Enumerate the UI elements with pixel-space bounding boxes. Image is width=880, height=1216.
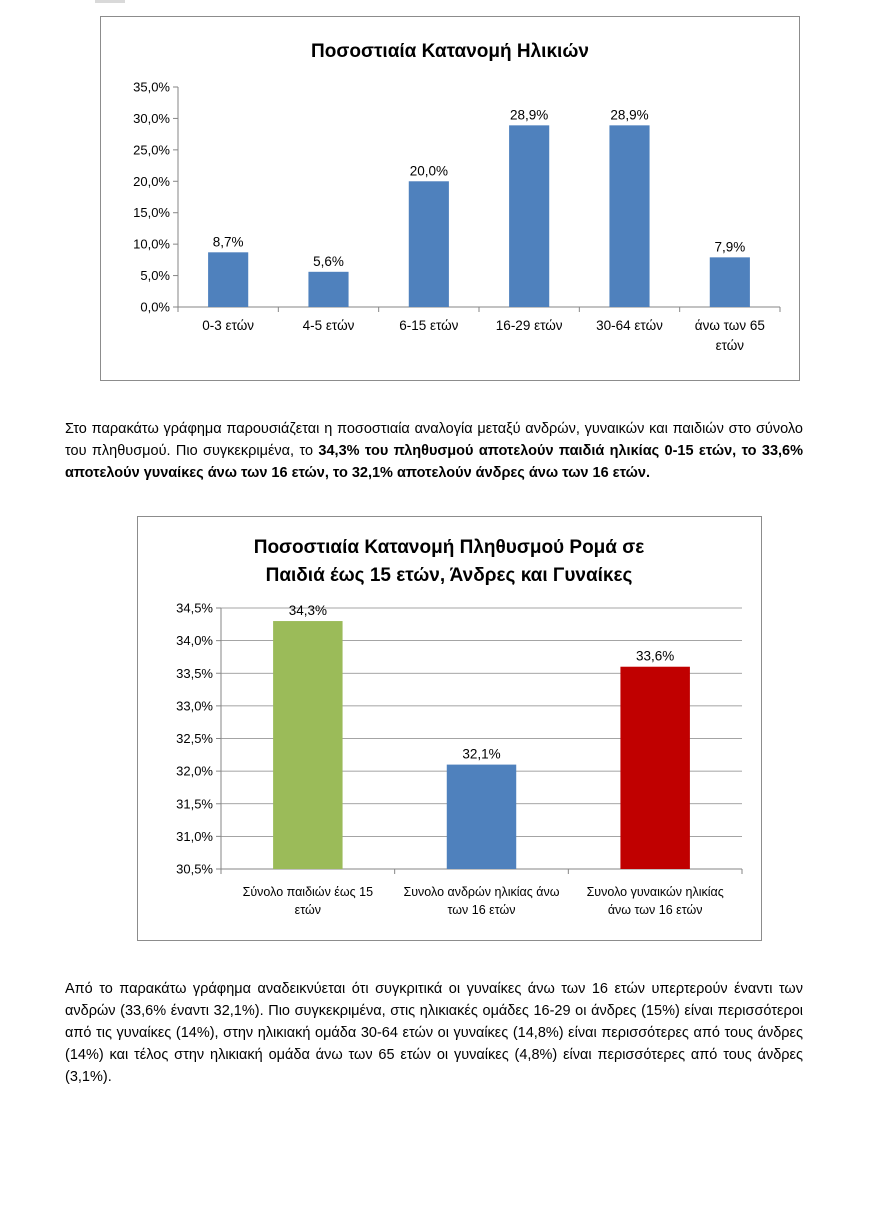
bar bbox=[620, 667, 689, 869]
x-category-label: 16-29 ετών bbox=[495, 318, 563, 333]
chart-title-line: Ποσοστιαία Κατανομή Πληθυσμού Ρομά σε bbox=[253, 537, 645, 558]
x-category-label: 30-64 ετών bbox=[596, 318, 663, 333]
bar-value-label: 20,0% bbox=[409, 163, 448, 179]
y-tick-label: 0,0% bbox=[140, 299, 170, 315]
bar-value-label: 33,6% bbox=[636, 648, 675, 664]
x-category-label: ετών bbox=[294, 903, 322, 917]
bar-value-label: 28,9% bbox=[510, 107, 549, 123]
y-tick-label: 30,0% bbox=[133, 110, 170, 126]
gender-comparison-paragraph: Από το παρακάτω γράφημα αναδεικνύεται ότι συγκριτικά οι γυναίκες άνω των 16 ετών υπερτερούν έναντι των ανδρών (33,6% έναντι 32,1%). Πιο συγκεκριμένα, στις ηλικιακές ομάδες 16-29 οι άνδρες (15%) είναι περισσότεροι από τις γυναίκες (14%), στην ηλικιακή ομάδα 30-64 ετών οι γυναίκες (14,8%) είναι περισσότερες από τους άνδρες (14%) και τέλος στην ηλικιακή ομάδα άνω των 65 ετών οι γυναίκες (4,8%) είναι περισσότερες από τους άνδρες (3,1%). bbox=[65, 980, 803, 1085]
bar bbox=[609, 125, 649, 307]
y-tick-label: 33,5% bbox=[176, 665, 213, 681]
x-category-label: Συνολο γυναικών ηλικίας bbox=[586, 885, 724, 899]
age-distribution-chart bbox=[100, 16, 800, 381]
x-category-label: 4-5 ετών bbox=[302, 318, 355, 333]
x-category-label: 6-15 ετών bbox=[399, 318, 459, 333]
bar bbox=[208, 252, 248, 307]
y-tick-label: 5,0% bbox=[140, 268, 170, 284]
y-tick-label: 31,5% bbox=[176, 796, 213, 812]
bar-value-label: 5,6% bbox=[313, 253, 344, 269]
y-tick-label: 25,0% bbox=[133, 142, 170, 158]
page-edge-mark bbox=[95, 0, 125, 3]
age-distribution-chart-svg bbox=[101, 17, 799, 380]
y-tick-label: 34,0% bbox=[176, 633, 213, 649]
x-category-label: άνω των 65 bbox=[694, 318, 765, 333]
y-tick-label: 30,5% bbox=[176, 861, 213, 877]
bar-value-label: 34,3% bbox=[288, 603, 327, 619]
y-tick-label: 33,0% bbox=[176, 698, 213, 714]
population-groups-chart-svg bbox=[138, 517, 761, 940]
chart-title: Ποσοστιαία Κατανομή Ηλικιών bbox=[311, 41, 589, 62]
population-ratio-paragraph bbox=[65, 418, 803, 484]
y-tick-label: 20,0% bbox=[133, 173, 170, 189]
bar bbox=[447, 765, 516, 869]
x-category-label: Συνολο ανδρών ηλικίας άνω bbox=[403, 885, 560, 899]
x-category-label: των 16 ετών bbox=[447, 903, 516, 917]
population-groups-chart bbox=[137, 516, 762, 941]
y-tick-label: 15,0% bbox=[133, 205, 170, 221]
y-tick-label: 32,0% bbox=[176, 763, 213, 779]
chart-title-line: Παιδιά έως 15 ετών, Άνδρες και Γυναίκες bbox=[265, 565, 633, 586]
x-category-label: 0-3 ετών bbox=[202, 318, 255, 333]
y-tick-label: 32,5% bbox=[176, 731, 213, 746]
bar bbox=[409, 181, 449, 307]
bar-value-label: 8,7% bbox=[212, 234, 244, 250]
y-tick-label: 31,0% bbox=[176, 828, 213, 844]
bar bbox=[710, 257, 750, 307]
bar bbox=[308, 272, 348, 307]
x-category-label: Σύνολο παιδιών έως 15 bbox=[242, 885, 374, 899]
paragraph-bold-text: 34,3% του πληθυσμού αποτελούν παιδιά ηλικίας 0-15 ετών, το 33,6% αποτελούν γυναίκες άνω των 16 ετών, το 32,1% αποτελούν άνδρες άνω των 16 ετών. bbox=[65, 442, 803, 481]
bar bbox=[273, 621, 342, 869]
bar-value-label: 28,9% bbox=[610, 107, 649, 123]
bar-value-label: 32,1% bbox=[462, 746, 501, 762]
x-category-label: άνω των 16 ετών bbox=[607, 903, 703, 917]
paragraph-intro-text: Στο παρακάτω γράφημα παρουσιάζεται η ποσοστιαία αναλογία μεταξύ ανδρών, γυναικών και παιδιών στο σύνολο του πληθυσμού. Πιο συγκεκριμένα, το bbox=[65, 420, 803, 459]
y-tick-label: 35,0% bbox=[133, 79, 170, 95]
bar bbox=[509, 125, 549, 307]
bar-value-label: 7,9% bbox=[714, 239, 746, 255]
y-tick-label: 34,5% bbox=[176, 600, 213, 616]
y-tick-label: 10,0% bbox=[133, 236, 170, 252]
x-category-label: ετών bbox=[715, 338, 745, 353]
